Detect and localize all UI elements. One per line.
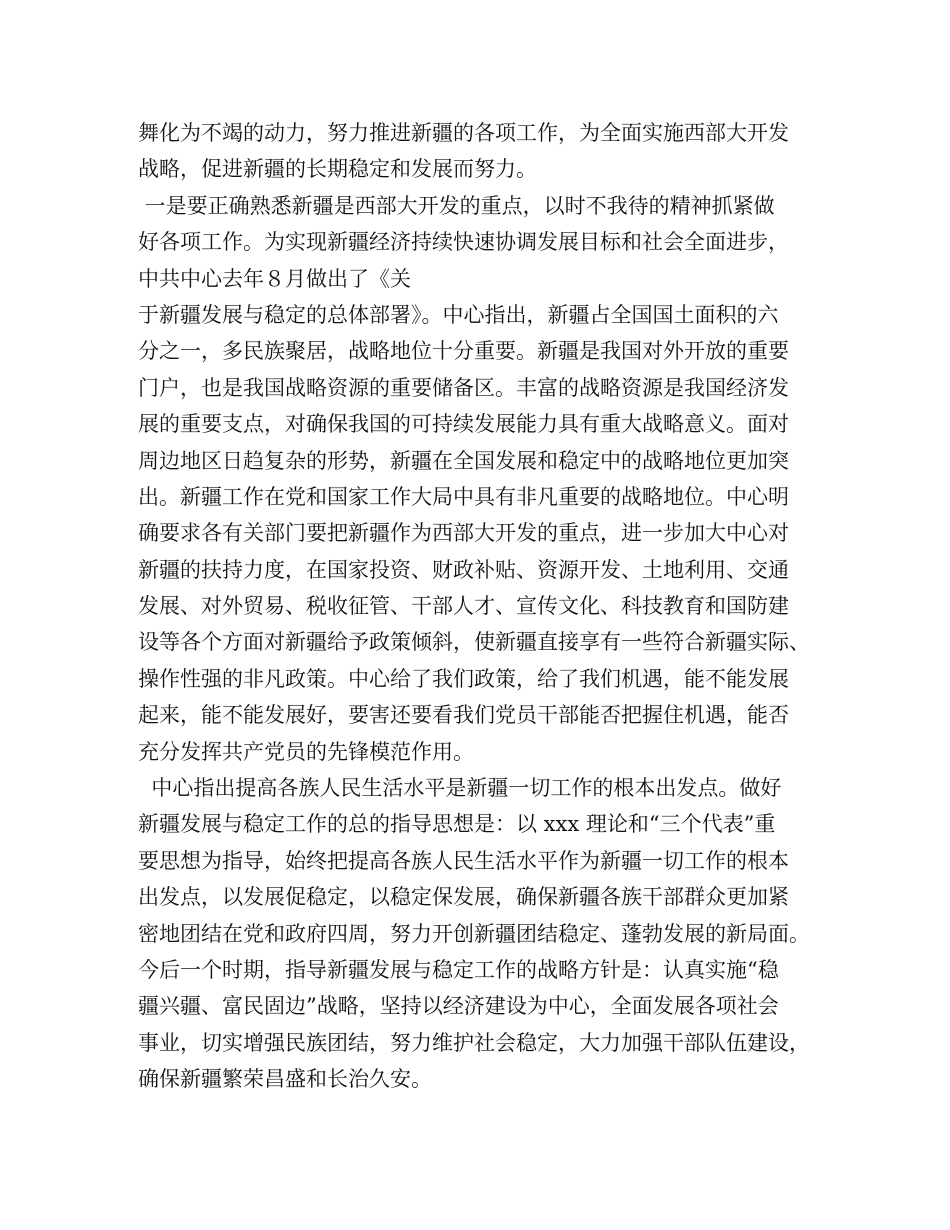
document-body-text [138, 115, 838, 1098]
text-line: 确保新疆繁荣昌盛和长治久安。 [138, 1067, 432, 1092]
text-line: 起来，能不能发展好，要害还要看我们党员干部能否把握住机遇，能否 [138, 703, 789, 728]
text-line: 舞化为不竭的动力，努力推进新疆的各项工作，为全面实施西部大开发 [138, 121, 789, 145]
text-line: 密地团结在党和政府四周，努力开创新疆团结稳定、蓬勃发展的新局面。 [138, 921, 810, 946]
text-line: 发展、对外贸易、税收征管、干部人才、宣传文化、科技教育和国防建 [138, 594, 789, 619]
text-line: 要思想为指导，始终把提高各族人民生活水平作为新疆一切工作的根本 [138, 848, 789, 873]
text-line: 于新疆发展与稳定的总体部署》。中心指出，新疆占全国国土面积的六 [138, 302, 779, 327]
text-line: 操作性强的非凡政策。中心给了我们政策，给了我们机遇，能不能发展 [138, 666, 789, 691]
text-line: 新疆发展与稳定工作的总的指导思想是：以 xxx 理论和“三个代表”重 [138, 812, 776, 837]
text-line: 中共中心去年８月做出了《关 [138, 266, 411, 291]
text-line: 出。新疆工作在党和国家工作大局中具有非凡重要的战略地位。中心明 [138, 484, 789, 509]
text-line: 门户，也是我国战略资源的重要储备区。丰富的战略资源是我国经济发 [138, 375, 789, 400]
text-line: 今后一个时期，指导新疆发展与稳定工作的战略方针是：认真实施“稳 [138, 957, 779, 982]
text-line: 新疆的扶持力度，在国家投资、财政补贴、资源开发、土地利用、交通 [138, 557, 789, 582]
text-line: 好各项工作。为实现新疆经济持续快速协调发展目标和社会全面进步， [138, 230, 789, 255]
text-line: 充分发挥共产党员的先锋模范作用。 [138, 739, 474, 764]
text-line: 一是要正确熟悉新疆是西部大开发的重点，以时不我待的精神抓紧做 [138, 193, 775, 218]
text-line: 疆兴疆、富民固边”战略，坚持以经济建设为中心，全面发展各项社会 [138, 994, 779, 1019]
text-line: 设等各个方面对新疆给予政策倾斜，使新疆直接享有一些符合新疆实际、 [138, 630, 810, 655]
text-line: 出发点，以发展促稳定，以稳定保发展，确保新疆各族干部群众更加紧 [138, 885, 789, 910]
text-line: 周边地区日趋复杂的形势，新疆在全国发展和稳定中的战略地位更加突 [138, 448, 789, 473]
text-line: 展的重要支点，对确保我国的可持续发展能力具有重大战略意义。面对 [138, 412, 789, 437]
text-line: 分之一，多民族聚居，战略地位十分重要。新疆是我国对外开放的重要 [138, 339, 789, 364]
text-line: 确要求各有关部门要把新疆作为西部大开发的重点，进一步加大中心对 [138, 521, 789, 546]
text-line: 战略，促进新疆的长期稳定和发展而努力。 [138, 157, 537, 182]
text-line: 事业，切实增强民族团结，努力维护社会稳定，大力加强干部队伍建设， [138, 1030, 810, 1055]
text-line: 中心指出提高各族人民生活水平是新疆一切工作的根本出发点。做好 [138, 776, 782, 801]
